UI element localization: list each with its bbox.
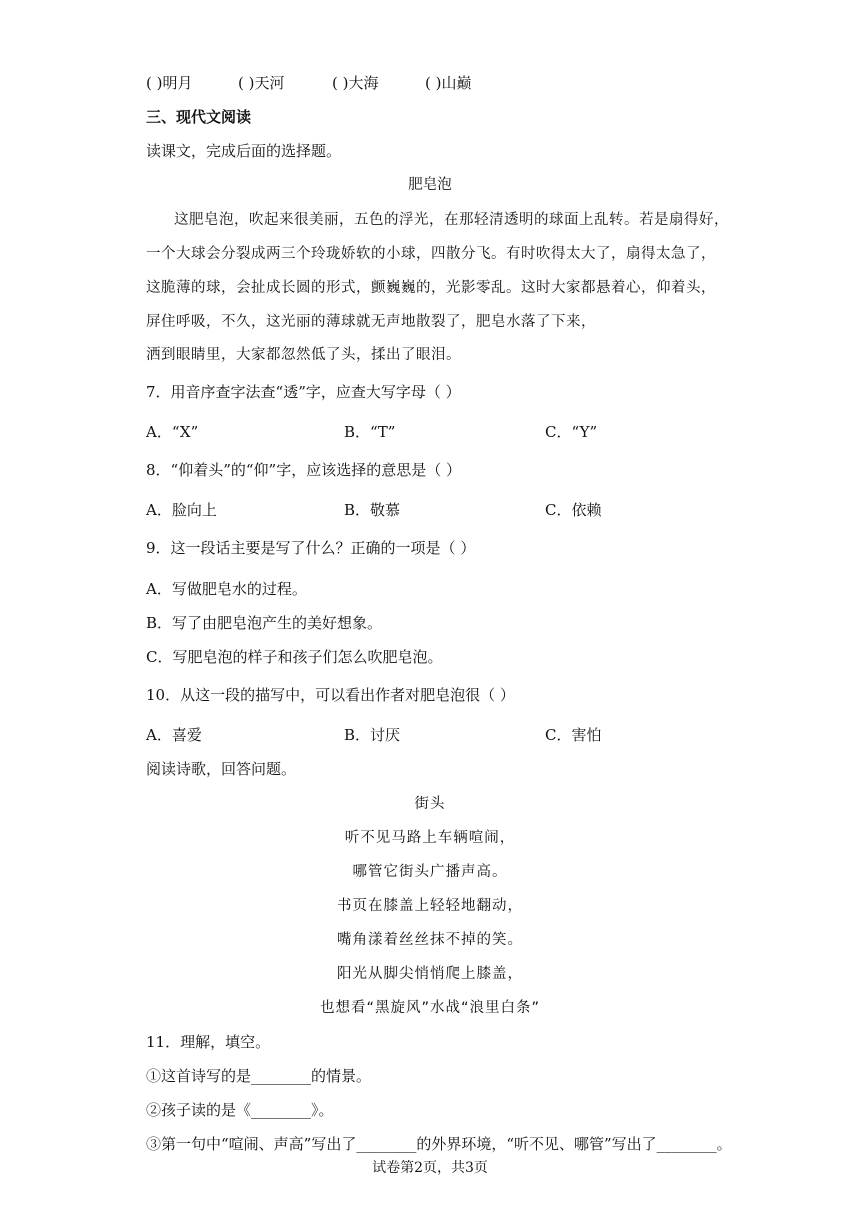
question-stem: 8．“仰着头”的“仰”字，应该选择的意思是（ ）: [146, 461, 461, 479]
option: A．脸向上: [146, 501, 217, 519]
option: C．“Y”: [545, 423, 598, 441]
passage-line: 洒到眼睛里，大家都忽然低了头，揉出了眼泪。: [146, 347, 461, 363]
option: A．写做肥皂水的过程。: [146, 580, 307, 598]
fill-item: ①这首诗写的是________的情景。: [146, 1067, 372, 1085]
option: C．害怕: [545, 726, 602, 744]
blank-item: ( )山巅: [425, 74, 472, 92]
passage-line: 这肥皂泡，吹起来很美丽，五色的浮光，在那轻清透明的球面上乱转。若是扇得好，: [174, 212, 729, 228]
section-title: 三、现代文阅读: [146, 108, 252, 126]
passage-line: 一个大球会分裂成两三个玲珑娇软的小球，四散分飞。有时吹得太大了，扇得太急了，: [146, 246, 716, 262]
poem-title: 街头: [414, 796, 446, 812]
fill-item: ③第一句中“喧闹、声高”写出了________的外界环境，“听不见、哪管”写出了________。: [146, 1135, 732, 1153]
question-stem: 7．用音序查字法查“透”字，应查大写字母（ ）: [146, 383, 461, 401]
poem-line: 书页在膝盖上轻轻地翻动，: [337, 898, 523, 914]
passage-title: 肥皂泡: [408, 177, 452, 193]
blank-item: ( )天河: [238, 74, 285, 92]
poem-line: 哪管它街头广播声高。: [352, 864, 508, 880]
instruction: 读课文，完成后面的选择题。: [146, 142, 342, 160]
question-stem: 11．理解，填空。: [146, 1033, 271, 1051]
question-stem: 9．这一段话主要是写了什么？正确的一项是（ ）: [146, 539, 476, 557]
question-stem: 10．从这一段的描写中，可以看出作者对肥皂泡很（ ）: [146, 686, 515, 704]
option: B．讨厌: [344, 726, 401, 744]
page-footer: 试卷第2页，共3页: [372, 1160, 488, 1176]
poem-line: 也想看“黑旋风”水战“浪里白条”: [319, 1000, 541, 1016]
option: B．敬慕: [344, 501, 401, 519]
poem-line: 阳光从脚尖悄悄爬上膝盖，: [337, 966, 523, 982]
option: B．“T”: [344, 423, 396, 441]
poem-line: 听不见马路上车辆喧闹，: [344, 830, 516, 846]
option: B．写了由肥皂泡产生的美好想象。: [146, 614, 383, 632]
poem-line: 嘴角漾着丝丝抹不掉的笑。: [337, 932, 523, 948]
blank-item: ( )明月: [146, 74, 193, 92]
blank-item: ( )大海: [332, 74, 379, 92]
option: A．喜爱: [146, 726, 202, 744]
option: A．“X”: [146, 423, 199, 441]
option: C．写肥皂泡的样子和孩子们怎么吹肥皂泡。: [146, 648, 443, 666]
option: C．依赖: [545, 501, 602, 519]
passage-line: 屏住呼吸，不久，这光丽的薄球就无声地散裂了，肥皂水落了下来，: [146, 314, 596, 330]
fill-item: ②孩子读的是《________》。: [146, 1101, 334, 1119]
instruction: 阅读诗歌，回答问题。: [146, 760, 297, 778]
passage-line: 这脆薄的球，会扯成长圆的形式，颤巍巍的，光影零乱。这时大家都悬着心，仰着头，: [146, 280, 716, 296]
